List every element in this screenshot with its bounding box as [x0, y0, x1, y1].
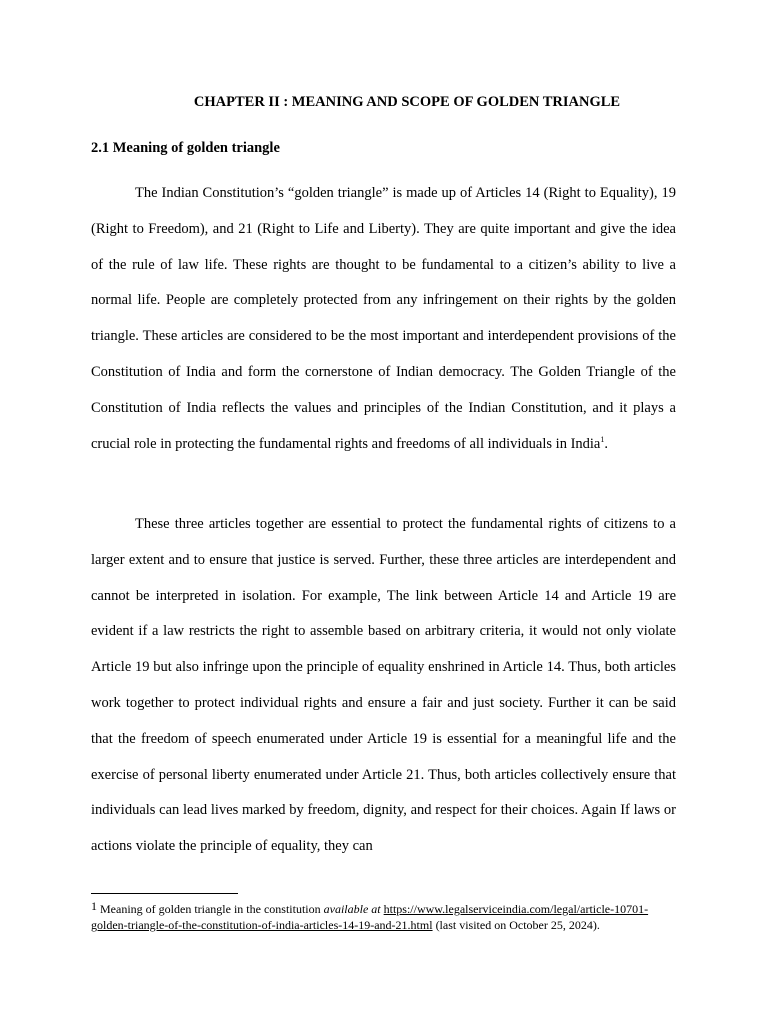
paragraph-1-end: .: [604, 435, 608, 452]
paragraph-2: These three articles together are essential to protect the fundamental rights of citizens to a larger extent and to ensure that justice is served. Further, these three articles are interdependent and cannot be interpreted in isolation. For example, The link between Article 14 and Article 19 are evident if a law restricts the right to assemble based on arbitrary criteria, it would not only violate Article 19 but also infringe upon the principle of equality enshrined in Article 14. Thus, both articles work together to protect individual rights and ensure a fair and just society. Further it can be said that the freedom of speech enumerated under Article 19 is essential for a meaningful life and the exercise of personal liberty enumerated under Article 21. Thus, both articles collectively ensure that individuals can lead lives marked by freedom, dignity, and respect for their choices. Again If laws or actions violate the principle of equality, they can: [91, 516, 676, 855]
footnote-italic: available at: [323, 902, 381, 916]
footnote-number: 1: [91, 899, 97, 913]
footnote-reference[interactable]: 1: [600, 434, 605, 444]
footnote-separator: [91, 893, 238, 894]
chapter-title: CHAPTER II : MEANING AND SCOPE OF GOLDEN TRIANGLE: [193, 94, 621, 110]
section-heading: 2.1 Meaning of golden triangle: [91, 140, 280, 156]
footnote-link[interactable]: https://www.legalserviceindia.com/legal/article-10701-golden-triangle-of-the-constitution-of-india-articles-14-19-and-21.html: [91, 902, 649, 932]
paragraph-1-text: The Indian Constitution’s “golden triangle” is made up of Articles 14 (Right to Equality), 19 (Right to Freedom), and 21 (Right to Life and Liberty). They are quite important and give the idea of the rule of law life. These rights are thought to be fundamental to a citizen’s ability to live a normal life. People are completely protected from any infringement on their rights by the golden triangle. These articles are considered to be the most important and interdependent provisions of the Constitution of India and form the cornerstone of Indian democracy. The Golden Triangle of the Constitution of India reflects the values and principles of the Indian Constitution, and it plays a crucial role in protecting the fundamental rights and freedoms of all individuals in India: [91, 185, 676, 452]
footnote-visited: (last visited on October 25, 2024).: [432, 918, 600, 932]
footnote: [91, 898, 676, 933]
footnote-text: Meaning of golden triangle in the constitution: [100, 902, 324, 916]
paragraph-1: [91, 176, 676, 462]
